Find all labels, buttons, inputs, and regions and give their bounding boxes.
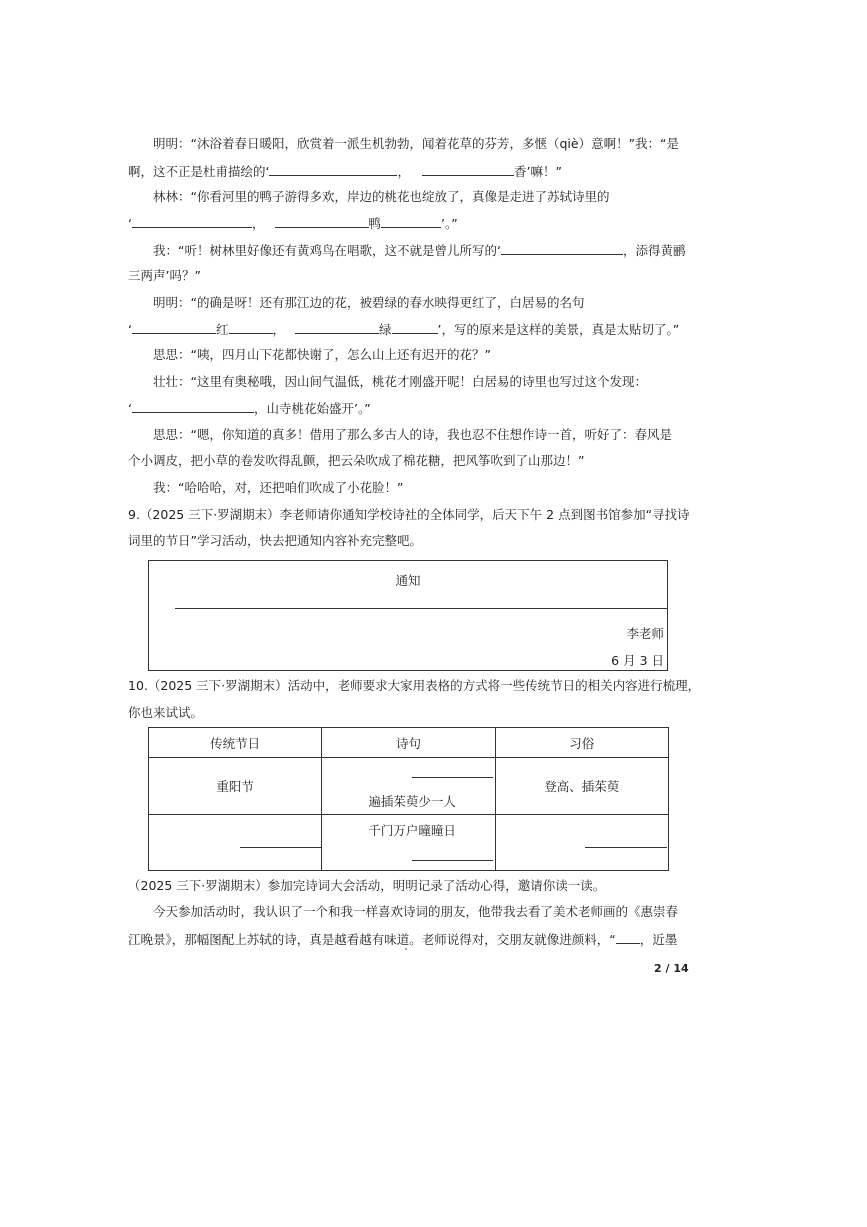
dialogue-line: 啊，这不正是杜甫描绘的‘ ， 香’嘛！” [128, 164, 562, 179]
dialogue-line: 思思：“嗯，你知道的真多！借用了那么多古人的诗，我也忍不住想作诗一首，听好了：春风是 [153, 427, 672, 442]
dialogue-line: 林林：“你看河里的鸭子游得多欢，岸边的桃花也绽放了，真像是走进了苏轼诗里的 [153, 189, 610, 204]
table-header-row [149, 728, 669, 758]
answer-blank[interactable] [422, 163, 514, 176]
scan-dot [405, 948, 407, 950]
answer-blank[interactable] [585, 847, 667, 848]
answer-blank[interactable] [501, 242, 623, 255]
cell-custom [495, 815, 668, 871]
answer-blank[interactable] [132, 321, 216, 334]
answer-blank[interactable] [616, 931, 640, 944]
answer-blank[interactable] [132, 400, 254, 413]
answer-blank[interactable] [240, 847, 321, 848]
cell-festival [149, 815, 322, 871]
answer-blank[interactable] [229, 321, 273, 334]
dialogue-line: 明明：“沐浴着春日暖阳，欣赏着一派生机勃勃，闻着花草的芬芳，多惬（qiè）意啊！”我：“是 [153, 136, 680, 151]
cell-poem: 遍插茱萸少一人 [322, 758, 495, 815]
dialogue-line: ‘ 红 ， 绿 ’，写的原来是这样的美景，真是太贴切了。” [128, 322, 680, 337]
header-festival: 传统节日 [149, 728, 322, 758]
notice-box [148, 560, 668, 671]
question-9-prompt: 9.（2025 三下·罗湖期末）李老师请你通知学校诗社的全体同学，后天下午 2 点到图书馆参加“寻找诗 [128, 507, 690, 522]
answer-blank[interactable] [269, 163, 397, 176]
question-10-prompt: 10.（2025 三下·罗湖期末）活动中，老师要求大家用表格的方式将一些传统节日的相关内容进行梳理， [128, 678, 701, 693]
cell-poem: 千门万户曈曈日 [322, 815, 495, 871]
question-9-prompt: 词里的节日”学习活动，快去把通知内容补充完整吧。 [128, 533, 422, 548]
dialogue-line: ‘ ， 鸭 ’。” [128, 216, 458, 231]
dialogue-line: 思思：“咦，四月山下花都快谢了，怎么山上还有迟开的花？” [153, 347, 491, 362]
passage-line: 今天参加活动时，我认识了一个和我一样喜欢诗词的朋友，他带我去看了美术老师画的《惠崇春 [153, 904, 679, 919]
cell-festival: 重阳节 [149, 758, 322, 815]
notice-title: 通知 [395, 573, 421, 588]
answer-blank[interactable] [275, 215, 369, 228]
table-row [149, 815, 669, 871]
dialogue-line: 明明：“的确是呀！还有那江边的花，被碧绿的春水映得更红了，白居易的名句 [153, 295, 585, 310]
dialogue-line: 三两声’吗？” [128, 268, 201, 283]
dialogue-line: 我：“哈哈哈，对，还把咱们吹成了小花脸！” [153, 480, 404, 495]
dialogue-line: 我：“听！树林里好像还有黄鸡鸟在唱歌，这不就是曾儿所写的‘ ，添得黄鹂 [153, 243, 686, 258]
dialogue-line: ‘ ，山寺桃花始盛开’。” [128, 401, 371, 416]
question-10-prompt: 你也来试试。 [128, 705, 204, 720]
festival-table [148, 727, 669, 871]
answer-blank[interactable] [381, 215, 441, 228]
cell-custom: 登高、插茱萸 [495, 758, 668, 815]
question-11-prompt: （2025 三下·罗湖期末）参加完诗词大会活动，明明记录了活动心得，邀请你读一读。 [128, 878, 606, 893]
dialogue-line: 个小调皮，把小草的卷发吹得乱颤，把云朵吹成了棉花糖，把风筝吹到了山那边！” [128, 453, 585, 468]
page-number: 2 / 14 [654, 962, 689, 975]
answer-blank[interactable] [412, 777, 493, 778]
dialogue-line: 壮壮：“这里有奥秘哦，因山间气温低，桃花才刚盛开呢！白居易的诗里也写过这个发现： [153, 374, 647, 389]
passage-line: 江晚景》，那幅图配上苏轼的诗，真是越看越有味道。老师说得对，交朋友就像进颜料，“ ，近墨 [128, 932, 678, 947]
notice-signature: 李老师 [626, 626, 664, 641]
answer-blank[interactable] [412, 860, 493, 861]
answer-blank[interactable] [132, 215, 252, 228]
notice-writing-line[interactable] [175, 608, 667, 609]
table-row [149, 758, 669, 815]
header-custom: 习俗 [495, 728, 668, 758]
notice-date: 6 月 3 日 [611, 653, 664, 668]
answer-blank[interactable] [392, 321, 438, 334]
header-poem: 诗句 [322, 728, 495, 758]
answer-blank[interactable] [295, 321, 379, 334]
